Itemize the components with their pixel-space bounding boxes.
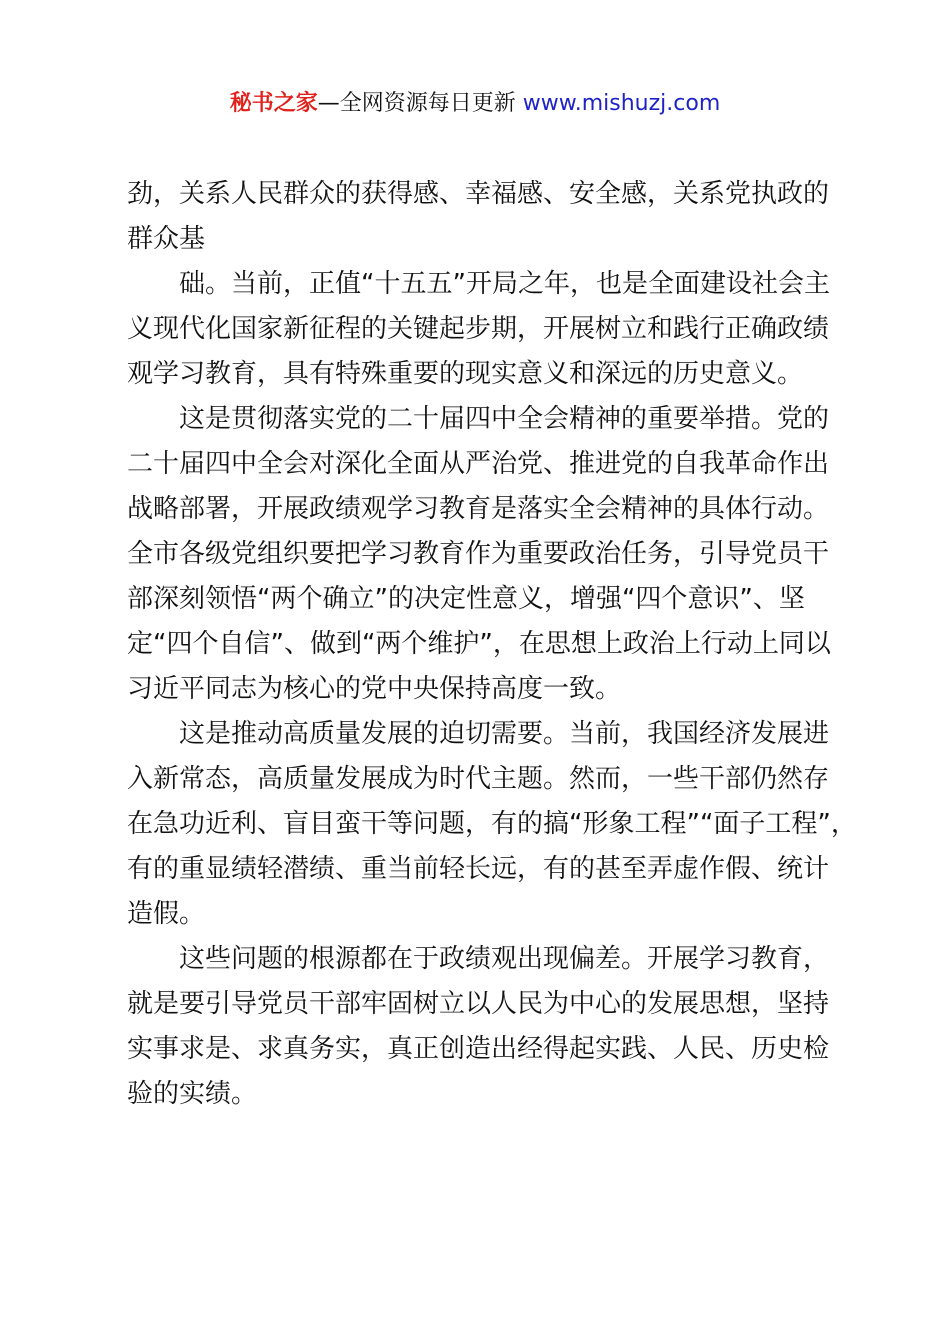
text-line: 础。当前，正值“十五五”开局之年，也是全面建设社会主 bbox=[179, 269, 830, 299]
text-line: 全市各级党组织要把学习教育作为重要政治任务，引导党员干 bbox=[127, 539, 830, 569]
text-line: 就是要引导党员干部牢固树立以人民为中心的发展思想，坚持 bbox=[127, 989, 830, 1019]
text-line: 习近平同志为核心的党中央保持高度一致。 bbox=[127, 674, 622, 704]
text-line: 有的重显绩轻潜绩、重当前轻长远，有的甚至弄虚作假、统计 bbox=[127, 854, 830, 884]
text-line: 实事求是、求真务实，真正创造出经得起实践、人民、历史检 bbox=[127, 1034, 830, 1064]
text-line: 观学习教育，具有特殊重要的现实意义和深远的历史意义。 bbox=[127, 359, 804, 389]
site-url: www.mishuzj.com bbox=[522, 91, 721, 116]
text-line: 在急功近利、盲目蛮干等问题，有的搞“形象工程”“面子工程”， bbox=[127, 809, 857, 839]
text-line: 劲，关系人民群众的获得感、幸福感、安全感，关系党执政的 bbox=[127, 179, 830, 209]
site-slogan: —全网资源每日更新 bbox=[317, 91, 523, 116]
text-line: 义现代化国家新征程的关键起步期，开展树立和践行正确政绩 bbox=[127, 314, 830, 344]
text-line: 部深刻领悟“两个确立”的决定性意义，增强“四个意识”、坚 bbox=[127, 584, 805, 614]
page-header bbox=[0, 88, 950, 120]
document-body bbox=[127, 172, 857, 1117]
text-line: 二十届四中全会对深化全面从严治党、推进党的自我革命作出 bbox=[127, 449, 830, 479]
text-line: 这是贯彻落实党的二十届四中全会精神的重要举措。党的 bbox=[179, 404, 830, 434]
text-line: 群众基 bbox=[127, 224, 206, 254]
text-line: 这些问题的根源都在于政绩观出现偏差。开展学习教育， bbox=[179, 944, 830, 974]
text-line: 这是推动高质量发展的迫切需要。当前，我国经济发展进 bbox=[179, 719, 830, 749]
site-brand: 秘书之家 bbox=[229, 91, 318, 116]
text-line: 战略部署，开展政绩观学习教育是落实全会精神的具体行动。 bbox=[127, 494, 830, 524]
text-line: 验的实绩。 bbox=[127, 1079, 258, 1109]
text-line: 入新常态，高质量发展成为时代主题。然而，一些干部仍然存 bbox=[127, 764, 830, 794]
text-line: 定“四个自信”、做到“两个维护”，在思想上政治上行动上同以 bbox=[127, 629, 831, 659]
text-line: 造假。 bbox=[127, 899, 206, 929]
